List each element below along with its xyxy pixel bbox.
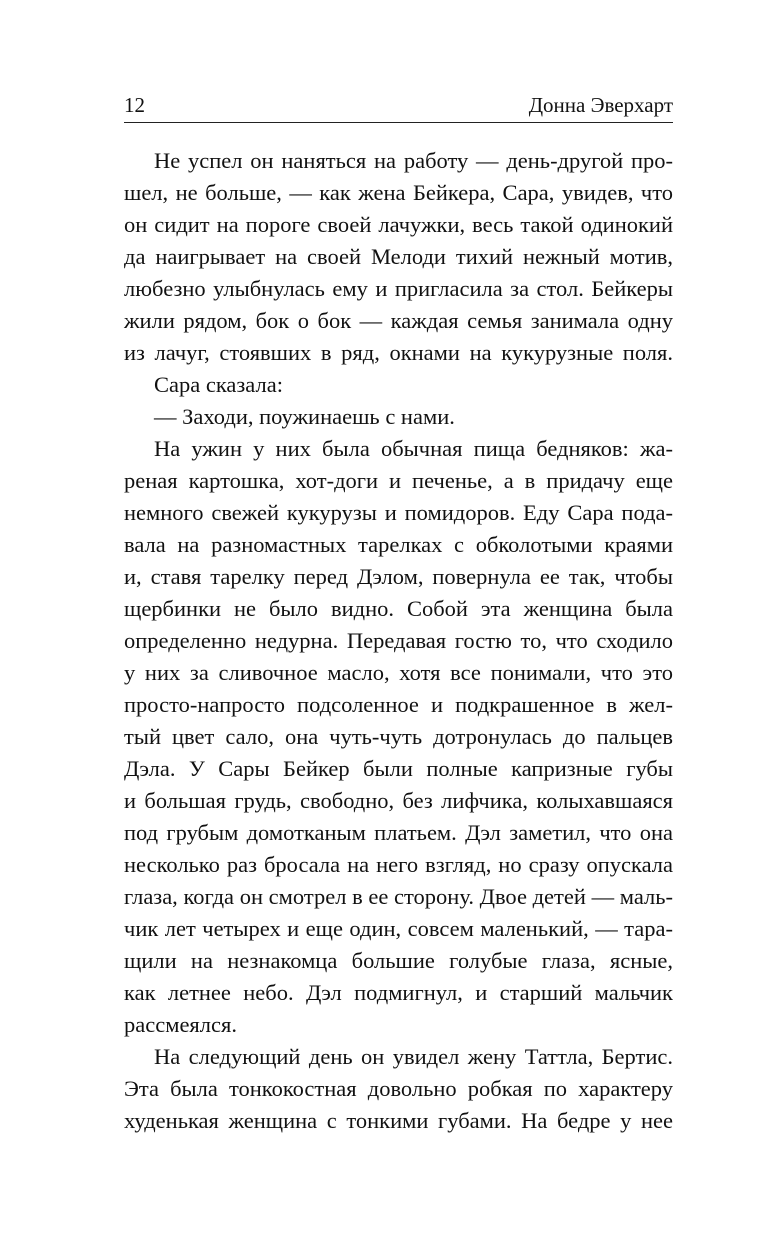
text-line: На следующий день он увидел жену Таттла, Бертис. [154,1044,673,1069]
text-line: — Заходи, поужинаешь с нами. [154,404,455,429]
text-line: определенно недурна. Передавая гостю то, что сходило [124,628,673,653]
text-line: и, ставя тарелку перед Дэлом, повернула ее так, чтобы [124,564,673,589]
text-line: да наигрывает на своей Мелоди тихий нежный мотив, [124,244,673,269]
running-title: Донна Эверхарт [528,93,673,117]
text-line: чик лет четырех и еще один, совсем маленький, — тара- [124,916,673,941]
text-line: реная картошка, хот-доги и печенье, а в придачу еще [124,468,673,493]
text-line: щили на незнакомца большие голубые глаза, ясные, [124,948,673,973]
text-line: и большая грудь, свободно, без лифчика, колыхавшаяся [124,788,673,813]
text-line: шел, не больше, — как жена Бейкера, Сара, увидев, что [124,180,673,205]
text-line: немного свежей кукурузы и помидоров. Еду Сара пода- [124,500,673,525]
text-line: просто-напросто подсоленное и подкрашенное в жел- [124,692,673,717]
text-line: у них за сливочное масло, хотя все понимали, что это [124,660,673,685]
text-line: На ужин у них была обычная пища бедняков: жа- [154,436,673,461]
text-line: вала на разномастных тарелках с обколотыми краями [124,532,673,557]
text-line: Не успел он наняться на работу — день-другой про- [154,148,673,173]
text-line: Эта была тонкокостная довольно робкая по характеру [124,1076,673,1101]
text-line: из лачуг, стоявших в ряд, окнами на кукурузные поля. [124,340,673,365]
text-line: как летнее небо. Дэл подмигнул, и старший мальчик [124,980,673,1005]
text-line: Дэла. У Сары Бейкер были полные капризные губы [124,756,673,781]
text-line: он сидит на пороге своей лачужки, весь такой одинокий [124,212,673,237]
text-line: глаза, когда он смотрел в ее сторону. Двое детей — маль- [124,884,673,909]
text-line: худенькая женщина с тонкими губами. На бедре у нее [124,1108,673,1133]
text-line: под грубым домотканым платьем. Дэл заметил, что она [124,820,673,845]
page-number: 12 [124,93,145,117]
text-line: щербинки не было видно. Собой эта женщина была [124,596,673,621]
text-line: жили рядом, бок о бок — каждая семья занимала одну [124,308,673,333]
body-text [124,145,673,1137]
text-line: Сара сказала: [154,372,283,397]
text-line: несколько раз бросала на него взгляд, но сразу опускала [124,852,673,877]
text-line: любезно улыбнулась ему и пригласила за стол. Бейкеры [124,276,673,301]
running-header [124,92,673,123]
text-line: тый цвет сало, она чуть-чуть дотронулась до пальцев [124,724,673,749]
text-line: рассмеялся. [124,1012,237,1037]
book-page [124,0,673,1240]
